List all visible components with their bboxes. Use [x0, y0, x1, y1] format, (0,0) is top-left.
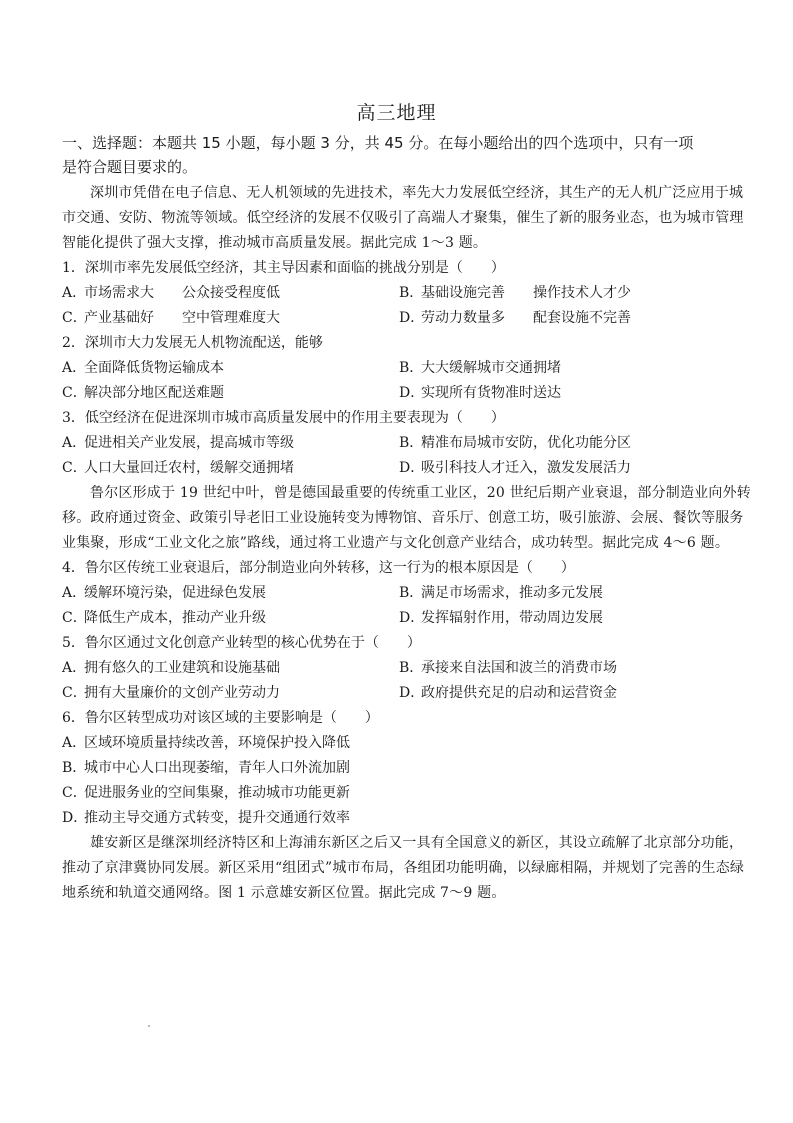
question-6-stem: 6．鲁尔区转型成功对该区域的主要影响是（ ） — [62, 710, 379, 726]
question-5-option-d[interactable]: D．政府提供充足的启动和运营资金 — [399, 685, 617, 701]
question-3-option-d[interactable]: D．吸引科技人才迁入，激发发展活力 — [399, 460, 631, 476]
question-4-option-c[interactable]: C．降低生产成本，推动产业升级 — [62, 610, 266, 626]
passage3-line-2: 推动了京津冀协同发展。新区采用“组团式”城市布局，各组团功能明确，以绿廊相隔，并规划了完善的生态绿 — [62, 860, 745, 876]
passage1-line-1: 深圳市凭借在电子信息、无人机领域的先进技术，率先大力发展低空经济，其生产的无人机广泛应用于城 — [90, 185, 744, 201]
question-4-stem: 4．鲁尔区传统工业衰退后，部分制造业向外转移，这一行为的根本原因是（ ） — [62, 560, 575, 576]
question-5-option-c[interactable]: C．拥有大量廉价的文创产业劳动力 — [62, 685, 280, 701]
passage1-line-3: 智能化提供了强大支撑，推动城市高质量发展。据此完成 1～3 题。 — [62, 235, 488, 251]
exam-page: 高三地理 一、选择题：本题共 15 小题，每小题 3 分，共 45 分。在每小题给出的四个选项中，只有一项 是符合题目要求的。 深圳市凭借在电子信息、无人机领域的先进技术，率先大力发展低空经济，其生产的无人机广泛应用于城 市交通、安防、物流等领域。低空经济的发展不仅吸引了高端人才聚集，催生了新的服务业态，也为城市管理 智能化提供了强大支撑，推动城市高质量发展。据此完成 1～3 题。 1．深圳市率先发展低空经济，其主导因素和面临的挑战分别是（ ） A．市场需求大 公众接受程度低 B．基础设施完善 操作技术人才少 C．产业基础好 空中管理难度大 D．劳动力数量多 配套设施不完善 2．深圳市大力发展无人机物流配送，能够 A．全面降低货物运输成本 B．大大缓解城市交通拥堵 C．解决部分地区配送难题 D．实现所有货物准时送达 3．低空经济在促进深圳市城市高质量发展中的作用主要表现为（ ） A．促进相关产业发展，提高城市等级 B．精准布局城市安防，优化功能分区 C．人口大量回迁农村，缓解交通拥堵 D．吸引科技人才迁入，激发发展活力 鲁尔区形成于 19 世纪中叶，曾是德国最重要的传统重工业区，20 世纪后期产业衰退，部分制造业向外转 移。政府通过资金、政策引导老旧工业设施转变为博物馆、音乐厅、创意工坊，吸引旅游、会展、餐饮等服务 业集聚，形成“工业文化之旅”路线，通过将工业遗产与文化创意产业结合，成功转型。据此完成 4～6 题。 4．鲁尔区传统工业衰退后，部分制造业向外转移，这一行为的根本原因是（ ） A．缓解环境污染，促进绿色发展 B．满足市场需求，推动多元发展 C．降低生产成本，推动产业升级 D．发挥辐射作用，带动周边发展 5．鲁尔区通过文化创意产业转型的核心优势在于（ ） A．拥有悠久的工业建筑和设施基础 B．承接来自法国和波兰的消费市场 C．拥有大量廉价的文创产业劳动力 D．政府提供充足的启动和运营资金 6．鲁尔区转型成功对该区域的主要影响是（ ） A．区域环境质量持续改善，环境保护投入降低 B．城市中心人口出现萎缩，青年人口外流加剧 C．促进服务业的空间集聚，推动城市功能更新 D．推动主导交通方式转变，提升交通通行效率 雄安新区是继深圳经济特区和上海浦东新区之后又一具有全国意义的新区，其设立疏解了北京部分功能， 推动了京津冀协同发展。新区采用“组团式”城市布局，各组团功能明确，以绿廊相隔，并规划了完善的生态绿 地系统和轨道交通网络。图 1 示意雄安新区位置。据此完成 7～9 题。 — [0, 0, 793, 1123]
passage2-line-2: 移。政府通过资金、政策引导老旧工业设施转变为博物馆、音乐厅、创意工坊，吸引旅游、会展、餐饮等服务 — [62, 510, 744, 526]
question-1-option-a[interactable]: A．市场需求大 公众接受程度低 — [62, 285, 280, 301]
passage2-line-3: 业集聚，形成“工业文化之旅”路线，通过将工业遗产与文化创意产业结合，成功转型。据此完成 4～6 题。 — [62, 535, 730, 551]
question-3-option-a[interactable]: A．促进相关产业发展，提高城市等级 — [62, 435, 294, 451]
question-5-option-a[interactable]: A．拥有悠久的工业建筑和设施基础 — [62, 660, 280, 676]
passage2-line-1: 鲁尔区形成于 19 世纪中叶，曾是德国最重要的传统重工业区，20 世纪后期产业衰退，部分制造业向外转 — [90, 485, 751, 501]
question-2-stem: 2．深圳市大力发展无人机物流配送，能够 — [62, 335, 323, 351]
question-1-option-d[interactable]: D．劳动力数量多 配套设施不完善 — [399, 310, 631, 326]
question-5-option-b[interactable]: B．承接来自法国和波兰的消费市场 — [399, 660, 617, 676]
question-2-option-b[interactable]: B．大大缓解城市交通拥堵 — [399, 360, 561, 376]
scan-speck — [148, 1025, 150, 1027]
page-title: 高三地理 — [356, 102, 437, 124]
question-4-option-a[interactable]: A．缓解环境污染，促进绿色发展 — [62, 585, 266, 601]
question-2-option-d[interactable]: D．实现所有货物准时送达 — [399, 385, 561, 401]
question-3-stem: 3．低空经济在促进深圳市城市高质量发展中的作用主要表现为（ ） — [62, 410, 505, 426]
question-1-stem: 1．深圳市率先发展低空经济，其主导因素和面临的挑战分别是（ ） — [62, 260, 505, 276]
question-1-option-c[interactable]: C．产业基础好 空中管理难度大 — [62, 310, 280, 326]
question-2-option-a[interactable]: A．全面降低货物运输成本 — [62, 360, 224, 376]
passage1-line-2: 市交通、安防、物流等领域。低空经济的发展不仅吸引了高端人才聚集，催生了新的服务业态，也为城市管理 — [62, 210, 744, 226]
question-3-option-c[interactable]: C．人口大量回迁农村，缓解交通拥堵 — [62, 460, 294, 476]
passage3-line-1: 雄安新区是继深圳经济特区和上海浦东新区之后又一具有全国意义的新区，其设立疏解了北京部分功能， — [90, 835, 744, 851]
question-4-option-d[interactable]: D．发挥辐射作用，带动周边发展 — [399, 610, 603, 626]
passage3-line-3: 地系统和轨道交通网络。图 1 示意雄安新区位置。据此完成 7～9 题。 — [62, 885, 506, 901]
question-4-option-b[interactable]: B．满足市场需求，推动多元发展 — [399, 585, 603, 601]
question-3-option-b[interactable]: B．精准布局城市安防，优化功能分区 — [399, 435, 631, 451]
question-2-option-c[interactable]: C．解决部分地区配送难题 — [62, 385, 224, 401]
question-5-stem: 5．鲁尔区通过文化创意产业转型的核心优势在于（ ） — [62, 635, 421, 651]
section-instruction-line-2: 是符合题目要求的。 — [62, 158, 198, 176]
question-1-option-b[interactable]: B．基础设施完善 操作技术人才少 — [399, 285, 631, 301]
section-instruction-line-1: 一、选择题：本题共 15 小题，每小题 3 分，共 45 分。在每小题给出的四个选项中，只有一项 — [62, 134, 694, 152]
